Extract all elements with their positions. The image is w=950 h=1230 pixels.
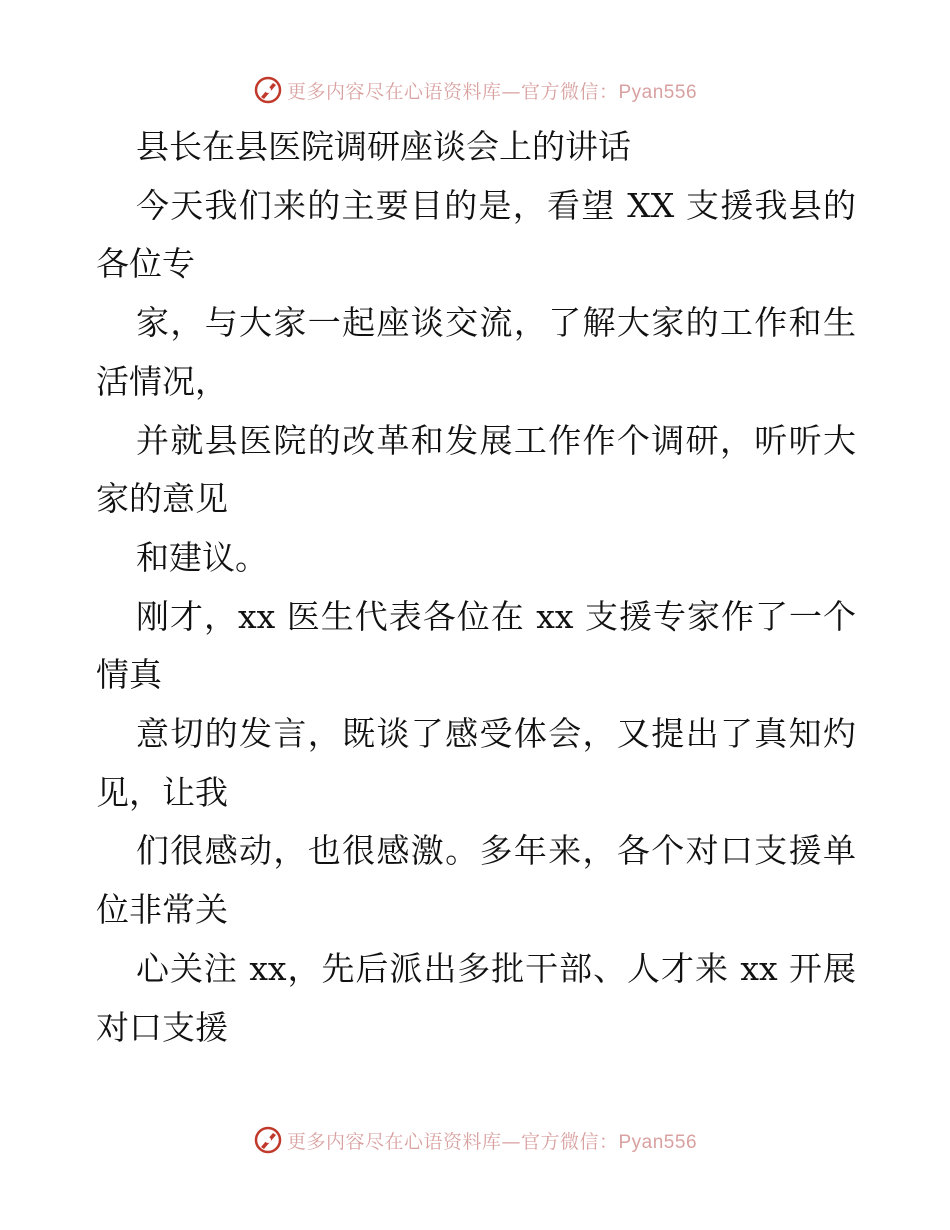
watermark-text: 更多内容尽在心语资料库—官方微信：Pyan556 <box>286 80 698 103</box>
paragraph: 并就县医院的改革和发展工作作个调研，听听大家的意见 <box>96 420 856 519</box>
document-body <box>96 118 856 1057</box>
paragraph: 家，与大家一起座谈交流，了解大家的工作和生活情况， <box>96 303 856 401</box>
footer-watermark-banner <box>0 1120 950 1160</box>
paragraph: 意切的发言，既谈了感受体会，又提出了真知灼见，让我 <box>96 714 856 812</box>
paragraph: 今天我们来的主要目的是，看望 XX 支援我县的各位专 <box>96 185 856 284</box>
header-watermark-banner <box>0 70 950 110</box>
quill-logo-icon <box>253 1125 283 1155</box>
paragraph: 心关注 xx，先后派出多批干部、人才来 xx 开展对口支援 <box>96 948 856 1047</box>
paragraph: 刚才，xx 医生代表各位在 xx 支援专家作了一个情真 <box>96 596 856 695</box>
wechat-id: Pyan556 <box>618 81 698 103</box>
wechat-id: Pyan556 <box>618 1131 698 1153</box>
watermark-text: 更多内容尽在心语资料库—官方微信：Pyan556 <box>286 1130 698 1153</box>
paragraph: 和建议。 <box>136 537 268 577</box>
quill-logo-icon <box>253 75 283 105</box>
paragraph: 们很感动，也很感激。多年来，各个对口支援单位非常关 <box>96 831 856 930</box>
document-title: 县长在县医院调研座谈会上的讲话 <box>136 127 631 166</box>
